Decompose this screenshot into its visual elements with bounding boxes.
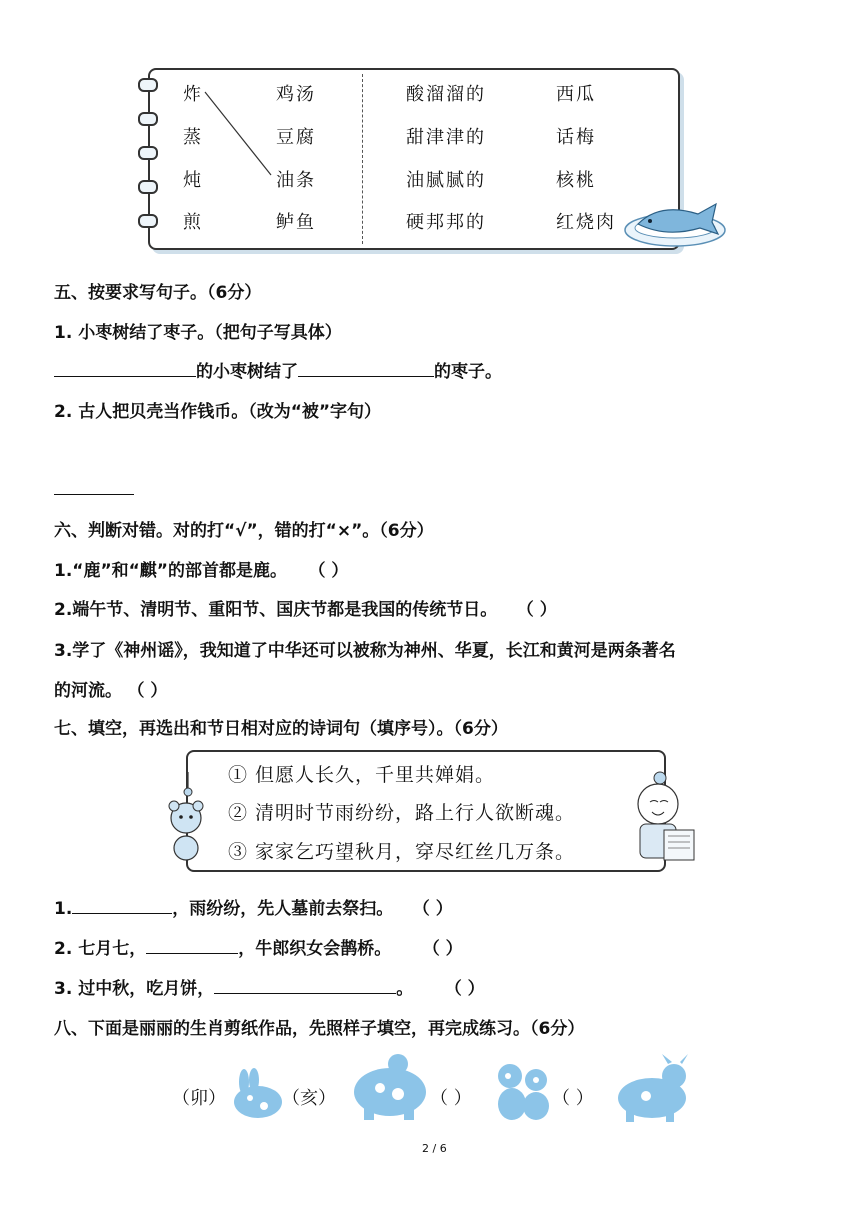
section5-q1: 1. 小枣树结了枣子。（把句子写具体）: [54, 323, 342, 343]
rabbit-papercut: [230, 1068, 286, 1122]
item-4: 红烧肉: [556, 212, 616, 233]
method-1: 炸: [183, 84, 203, 105]
food-1: 鸡汤: [276, 84, 316, 105]
section5-title: 五、按要求写句子。（6分）: [54, 283, 262, 303]
zodiac-label-blank-1[interactable]: （ ）: [430, 1088, 472, 1109]
ox-papercut: [612, 1054, 692, 1124]
method-2: 蒸: [183, 127, 203, 148]
pig-papercut: [346, 1050, 430, 1122]
notebook-divider: [362, 74, 363, 244]
q1-part1: 的小枣树结了: [196, 362, 298, 382]
section7-title: 七、填空，再选出和节日相对应的诗词句（填序号）。（6分）: [54, 719, 508, 739]
section7-q3: [54, 974, 485, 999]
item-3: 核桃: [556, 170, 596, 191]
taste-2: 甜津津的: [406, 127, 486, 148]
method-3: 炖: [183, 170, 203, 191]
page-number: 2 / 6: [422, 1142, 447, 1155]
zodiac-label-blank-2[interactable]: （ ）: [552, 1088, 594, 1109]
answer-paren[interactable]: （ ）: [316, 561, 349, 581]
q3-suffix: 。: [396, 979, 414, 999]
notebook-ring: [138, 112, 158, 126]
answer-blank[interactable]: [214, 977, 396, 994]
section5-q1-answer-line: [54, 357, 502, 382]
food-2: 豆腐: [276, 127, 316, 148]
answer-blank[interactable]: [54, 360, 196, 377]
section7-q2: [54, 934, 463, 959]
q3-text: 的河流。: [54, 681, 122, 701]
answer-blank[interactable]: [298, 360, 434, 377]
answer-paren[interactable]: （ ）: [431, 939, 463, 959]
notebook-ring: [138, 146, 158, 160]
answer-paren[interactable]: （ ）: [421, 899, 453, 919]
item-2: 话梅: [556, 127, 596, 148]
section6-q3-line2: [54, 676, 167, 701]
zodiac-label-rabbit: （卯）: [172, 1088, 226, 1109]
poem-1: ① 但愿人长久，千里共婵娟。: [228, 764, 496, 786]
food-3: 油条: [276, 170, 316, 191]
q1-text: 1.“鹿”和“麒”的部首都是鹿。: [54, 561, 287, 581]
answer-paren[interactable]: （ ）: [525, 600, 557, 620]
answer-paren[interactable]: （ ）: [453, 979, 485, 999]
q2-text: 2.端午节、清明节、重阳节、国庆节都是我国的传统节日。: [54, 600, 498, 620]
section5-q2: 2. 古人把贝壳当作钱币。（改为“被”字句）: [54, 402, 382, 422]
bear-cartoon: [160, 770, 210, 862]
section6-q3-line1: 3.学了《神州谣》，我知道了中华还可以被称为神州、华夏，长江和黄河是两条著名: [54, 641, 676, 661]
q1-part2: 的枣子。: [434, 362, 502, 382]
q1-suffix: ，雨纷纷，先人墓前去祭扫。: [172, 899, 394, 919]
poem-2: ② 清明时节雨纷纷，路上行人欲断魂。: [228, 802, 576, 824]
q2-suffix: ，牛郎织女会鹊桥。: [238, 939, 392, 959]
monkey-papercut: [490, 1060, 556, 1122]
section7-q1: [54, 894, 453, 919]
answer-paren[interactable]: （ ）: [136, 681, 168, 701]
answer-blank[interactable]: [72, 897, 172, 914]
section6-title: 六、判断对错。对的打“√”，错的打“×”。（6分）: [54, 521, 434, 541]
section8-title: 八、下面是丽丽的生肖剪纸作品，先照样子填空，再完成练习。（6分）: [54, 1019, 585, 1039]
item-1: 西瓜: [556, 84, 596, 105]
method-4: 煎: [183, 212, 203, 233]
taste-4: 硬邦邦的: [406, 212, 486, 233]
matching-line: [195, 80, 285, 190]
answer-blank[interactable]: [146, 937, 238, 954]
q1-prefix: 1.: [54, 899, 73, 919]
q2-prefix: 2. 七月七，: [54, 939, 147, 959]
poem-3: ③ 家家乞巧望秋月，穿尽红丝几万条。: [228, 841, 576, 863]
notebook-ring: [138, 214, 158, 228]
zodiac-label-pig: （亥）: [282, 1088, 336, 1109]
scholar-cartoon: [618, 770, 698, 866]
taste-3: 油腻腻的: [406, 170, 486, 191]
notebook-ring: [138, 180, 158, 194]
section6-q2: [54, 595, 557, 620]
taste-1: 酸溜溜的: [406, 84, 486, 105]
q3-prefix: 3. 过中秋，吃月饼，: [54, 979, 215, 999]
section6-q1: [54, 556, 348, 581]
food-4: 鲈鱼: [276, 212, 316, 233]
fish-dish-illustration: [620, 188, 730, 252]
notebook-ring: [138, 78, 158, 92]
answer-blank[interactable]: [54, 478, 134, 495]
